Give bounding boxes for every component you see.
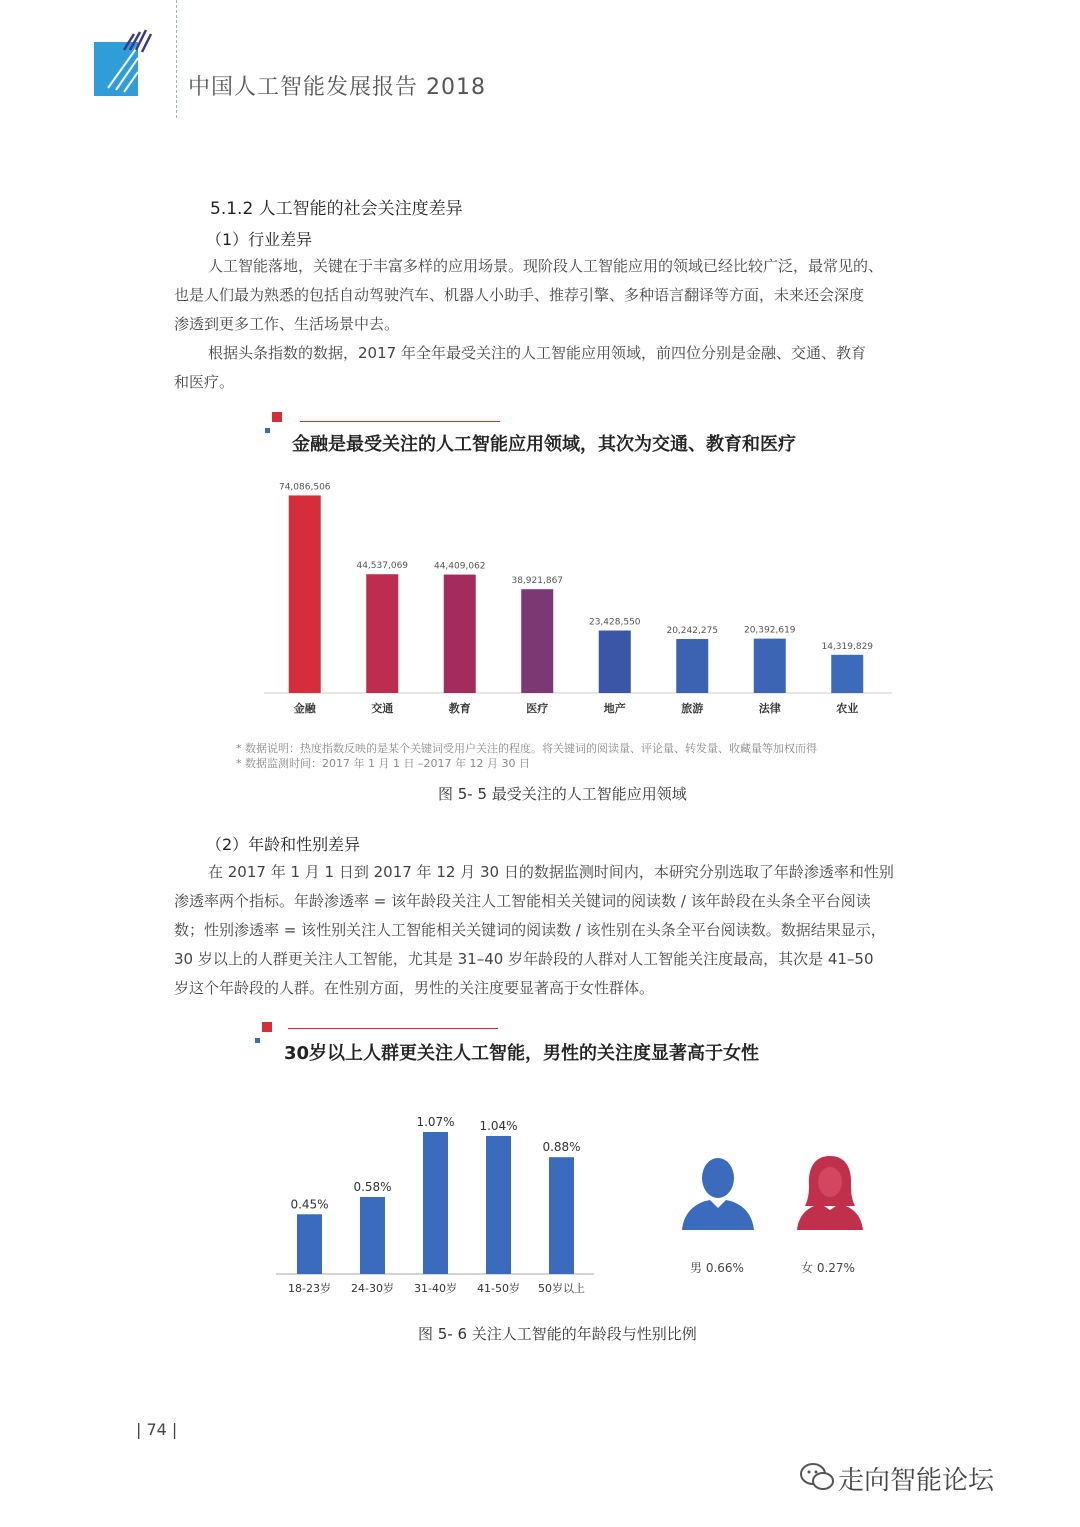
female-person-icon bbox=[795, 1152, 865, 1232]
category-label: 法律 bbox=[758, 702, 781, 715]
chart-title-rule bbox=[288, 1028, 498, 1029]
subsection-heading-age-gender: （2）年龄和性别差异 bbox=[206, 835, 361, 854]
page-number: | 74 | bbox=[136, 1420, 178, 1439]
chart-title-age-gender: 30岁以上人群更关注人工智能，男性的关注度显著高于女性 bbox=[284, 1043, 760, 1064]
category-label: 旅游 bbox=[681, 702, 704, 715]
paragraph-line: 和医疗。 bbox=[174, 373, 235, 391]
bar bbox=[676, 639, 708, 693]
bar bbox=[444, 575, 476, 693]
chart-title-industry: 金融是最受关注的人工智能应用领域，其次为交通、教育和医疗 bbox=[292, 434, 796, 455]
category-label: 地产 bbox=[603, 702, 626, 715]
data-label: 20,392,619 bbox=[743, 625, 796, 636]
chart-marker-blue bbox=[255, 1038, 260, 1043]
bar bbox=[289, 495, 321, 693]
bar bbox=[549, 1157, 574, 1274]
paragraph-line: 人工智能落地，关键在于丰富多样的应用场景。现阶段人工智能应用的领域已经比较广泛，最常见的、 bbox=[208, 257, 884, 275]
chart-marker-red bbox=[272, 412, 282, 422]
paragraph-line: 根据头条指数的数据，2017 年全年最受关注的人工智能应用领域，前四位分别是金融、交通、教育 bbox=[208, 344, 866, 362]
category-label: 教育 bbox=[448, 702, 471, 715]
paragraph-line: 在 2017 年 1 月 1 日到 2017 年 12 月 30 日的数据监测时间内，本研究分别选取了年龄渗透率和性别 bbox=[208, 863, 894, 881]
female-ratio-label: 女 0.27% bbox=[801, 1261, 855, 1275]
category-label: 31-40岁 bbox=[414, 1282, 457, 1295]
paragraph-toutiao bbox=[174, 339, 974, 397]
bar bbox=[599, 631, 631, 693]
report-logo bbox=[94, 28, 154, 98]
bar bbox=[831, 655, 863, 693]
data-label: 44,537,069 bbox=[356, 561, 409, 572]
bar bbox=[366, 574, 398, 693]
chart-note-1: * 数据说明：热度指数反映的是某个关键词受用户关注的程度。将关键词的阅读量、评论量、转发量、收藏量等加权而得 bbox=[236, 742, 817, 755]
paragraph-industry bbox=[174, 252, 974, 339]
data-label: 1.04% bbox=[479, 1118, 518, 1133]
age-bar-chart bbox=[270, 1100, 610, 1300]
watermark-text: 走向智能论坛 bbox=[838, 1466, 995, 1496]
data-label: 44,409,062 bbox=[433, 561, 486, 572]
header-divider bbox=[176, 0, 178, 118]
book-title: 中国人工智能发展报告 2018 bbox=[188, 75, 486, 100]
figure-caption-5-6: 图 5- 6 关注人工智能的年龄段与性别比例 bbox=[418, 1325, 697, 1343]
data-label: 74,086,506 bbox=[278, 482, 331, 493]
chart-title-rule bbox=[300, 421, 500, 422]
figure-caption-5-5: 图 5- 5 最受关注的人工智能应用领域 bbox=[438, 785, 687, 803]
subsection-heading-industry: （1）行业差异 bbox=[206, 230, 313, 249]
chart-marker-blue bbox=[265, 428, 270, 433]
data-label: 0.45% bbox=[290, 1197, 329, 1212]
bar bbox=[297, 1214, 322, 1274]
male-person-icon bbox=[680, 1152, 756, 1232]
data-label: 0.58% bbox=[353, 1180, 392, 1195]
male-ratio-label: 男 0.66% bbox=[690, 1261, 744, 1275]
category-label: 农业 bbox=[836, 702, 859, 715]
wechat-icon bbox=[800, 1462, 834, 1492]
paragraph-line: 岁这个年龄段的人群。在性别方面，男性的关注度要显著高于女性群体。 bbox=[174, 979, 655, 997]
data-label: 1.07% bbox=[416, 1114, 455, 1129]
paragraph-line: 30 岁以上的人群更关注人工智能，尤其是 31–40 岁年龄段的人群对人工智能关注度最高，其次是 41–50 bbox=[174, 950, 874, 968]
bar bbox=[486, 1136, 511, 1274]
category-label: 50岁以上 bbox=[538, 1282, 585, 1295]
bar bbox=[360, 1197, 385, 1274]
paragraph-line: 也是人们最为熟悉的包括自动驾驶汽车、机器人小助手、推荐引擎、多种语言翻译等方面，未来还会深度 bbox=[174, 286, 865, 304]
data-label: 23,428,550 bbox=[588, 617, 641, 628]
category-label: 金融 bbox=[293, 702, 316, 715]
paragraph-age-gender bbox=[174, 858, 974, 1003]
bar bbox=[521, 589, 553, 693]
paragraph-line: 数；性别渗透率 = 该性别关注人工智能相关关键词的阅读数 / 该性别在头条全平台阅读数。数据结果显示， bbox=[174, 921, 886, 939]
industry-bar-chart bbox=[250, 470, 910, 720]
paragraph-line: 渗透率两个指标。年龄渗透率 = 该年龄段关注人工智能相关关键词的阅读数 / 该年龄段在头条全平台阅读 bbox=[174, 892, 871, 910]
bar bbox=[423, 1132, 448, 1274]
data-label: 0.88% bbox=[542, 1140, 581, 1155]
category-label: 医疗 bbox=[526, 702, 549, 715]
paragraph-line: 渗透到更多工作、生活场景中去。 bbox=[174, 315, 400, 333]
category-label: 41-50岁 bbox=[477, 1282, 520, 1295]
chart-note-2: * 数据监测时间：2017 年 1 月 1 日 –2017 年 12 月 30 日 bbox=[236, 757, 530, 770]
bar bbox=[754, 639, 786, 693]
category-label: 18-23岁 bbox=[288, 1282, 331, 1295]
section-heading: 5.1.2 人工智能的社会关注度差异 bbox=[210, 199, 463, 219]
category-label: 24-30岁 bbox=[351, 1282, 394, 1295]
data-label: 38,921,867 bbox=[511, 576, 564, 587]
chart-marker-red bbox=[262, 1022, 272, 1032]
data-label: 20,242,275 bbox=[666, 626, 719, 637]
data-label: 14,319,829 bbox=[821, 641, 874, 652]
category-label: 交通 bbox=[371, 702, 394, 715]
